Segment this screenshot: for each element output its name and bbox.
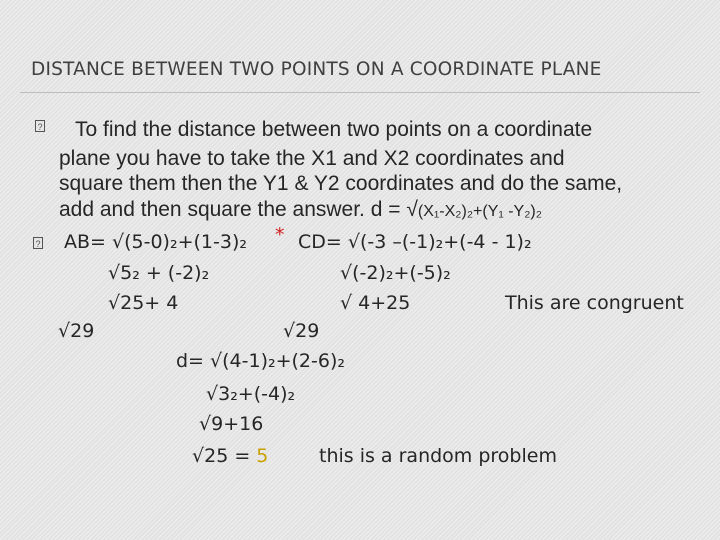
random-step-4 [192,445,268,467]
distance-formula: (X₁-X₂)₂+(Y₁ -Y₂)₂ [417,203,542,220]
random-step-4-text: √25 = [192,445,257,467]
cd-result: √29 [283,320,320,342]
paragraph-line-3: square them then the Y1 & Y2 coordinates and do the same, [59,172,623,195]
paragraph-line-4-text: add and then square the answer. d = √ [59,198,418,221]
random-problem-note: this is a random problem [319,445,557,467]
random-step-1: d= √(4-1)₂+(2-6)₂ [176,350,345,372]
paragraph-line-4 [59,197,542,225]
star-marker: * [275,224,285,246]
bullet-icon: ? [33,237,43,249]
paragraph-line-1: To find the distance between two points on a coordinate [75,118,593,141]
random-step-3: √9+16 [199,413,264,435]
cd-step-2: √(-2)₂+(-5)₂ [340,262,451,284]
slide-title: DISTANCE BETWEEN TWO POINTS ON A COORDINATE PLANE [31,59,602,80]
random-step-2: √3₂+(-4)₂ [206,383,296,405]
congruent-note: This are congruent [505,292,684,314]
final-answer: 5 [256,445,269,467]
bullet-icon: ? [35,120,45,132]
ab-step-2: √5₂ + (-2)₂ [108,262,210,284]
title-divider [20,92,700,93]
ab-result: √29 [58,320,95,342]
cd-step-1: CD= √(-3 –(-1)₂+(-4 - 1)₂ [298,231,532,253]
ab-step-3: √25+ 4 [108,292,179,314]
paragraph-line-2: plane you have to take the X1 and X2 coordinates and [59,147,565,170]
cd-step-3: √ 4+25 [340,292,411,314]
ab-step-1: AB= √(5-0)₂+(1-3)₂ [64,231,247,253]
